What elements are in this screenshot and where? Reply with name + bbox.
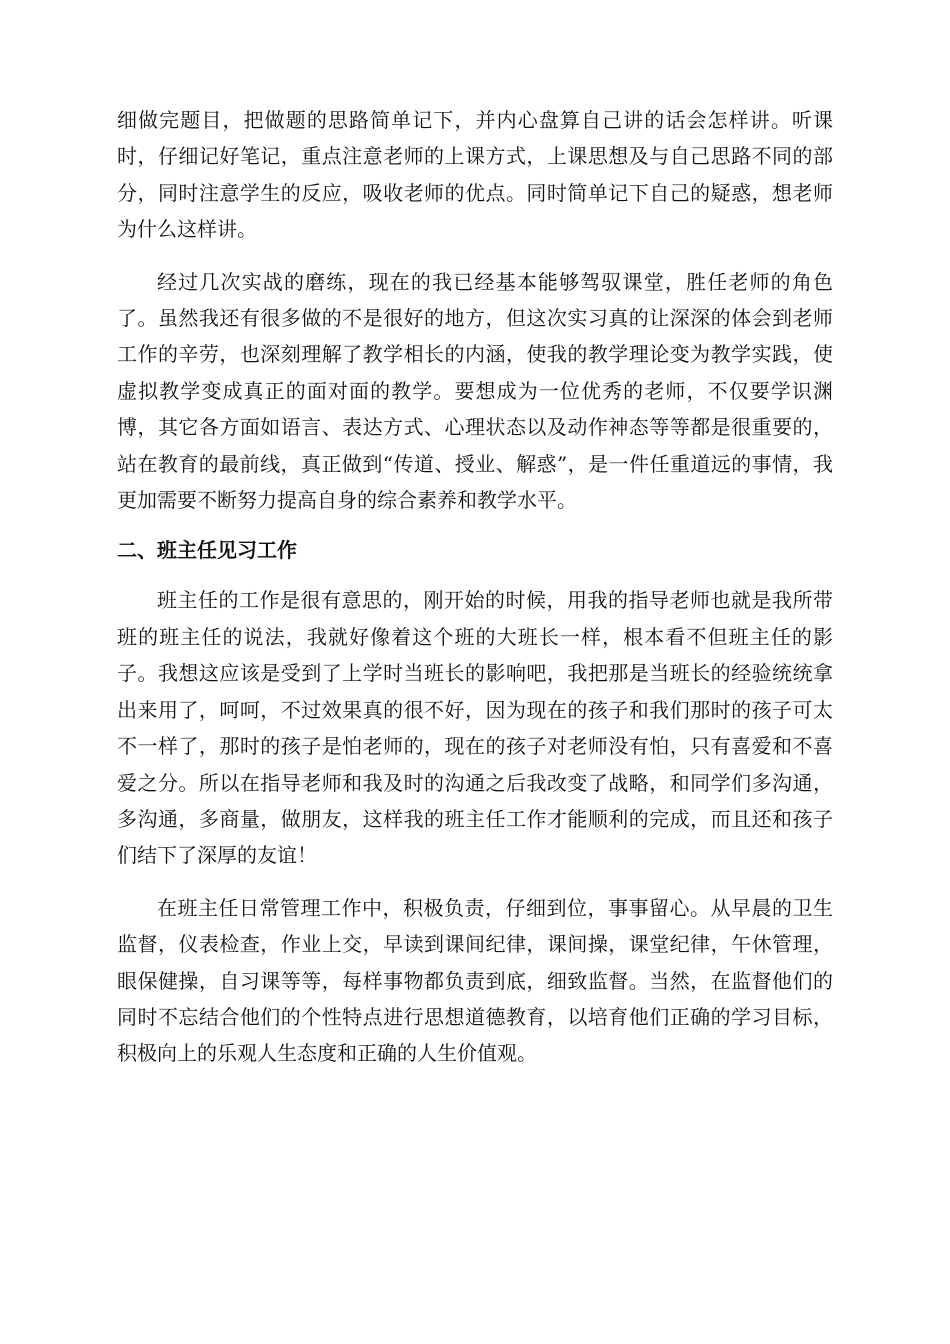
document-body — [117, 102, 833, 1072]
paragraph-daily-management: 在班主任日常管理工作中，积极负责，仔细到位，事事留心。从早晨的卫生监督，仪表检查，作业上交，早读到课间纪律，课间操，课堂纪律，午休管理，眼保健操，自习课等等，每样事物都负责到底，细致监督。当然，在监督他们的同时不忘结合他们的个性特点进行思想道德教育，以培育他们正确的学习目标，积极向上的乐观人生态度和正确的人生价值观。 — [117, 895, 833, 1066]
paragraph-continuation: 细做完题目，把做题的思路简单记下，并内心盘算自己讲的话会怎样讲。听课时，仔细记好笔记，重点注意老师的上课方式，上课思想及与自己思路不同的部分，同时注意学生的反应，吸收老师的优点。同时简单记下自己的疑惑，想老师为什么这样讲。 — [117, 108, 833, 242]
section-heading: 二、班主任见习工作 — [117, 538, 297, 563]
paragraph-practice-reflection: 经过几次实战的磨练，现在的我已经基本能够驾驭课堂，胜任老师的角色了。虽然我还有很多做的不是很好的地方，但这次实习真的让深深的体会到老师工作的辛劳，也深刻理解了教学相长的内涵，使我的教学理论变为教学实践，使虚拟教学变成真正的面对面的教学。要想成为一位优秀的老师，不仅要学识渊博，其它各方面如语言、表达方式、心理状态以及动作神态等等都是很重要的，站在教育的最前线，真正做到“传道、授业、解惑”，是一件任重道远的事情，我更加需要不断努力提高自身的综合素养和教学水平。 — [117, 269, 833, 513]
paragraph-head-teacher-experience: 班主任的工作是很有意思的，刚开始的时候，用我的指导老师也就是我所带班的班主任的说法，我就好像着这个班的大班长一样，根本看不但班主任的影子。我想这应该是受到了上学时当班长的影响吧，我把那是当班长的经验统统拿出来用了，呵呵，不过效果真的很不好，因为现在的孩子和我们那时的孩子可太不一样了，那时的孩子是怕老师的，现在的孩子对老师没有怕，只有喜爱和不喜爱之分。所以在指导老师和我及时的沟通之后我改变了战略，和同学们多沟通，多沟通，多商量，做朋友，这样我的班主任工作才能顺利的完成，而且还和孩子们结下了深厚的友谊！ — [117, 588, 833, 868]
